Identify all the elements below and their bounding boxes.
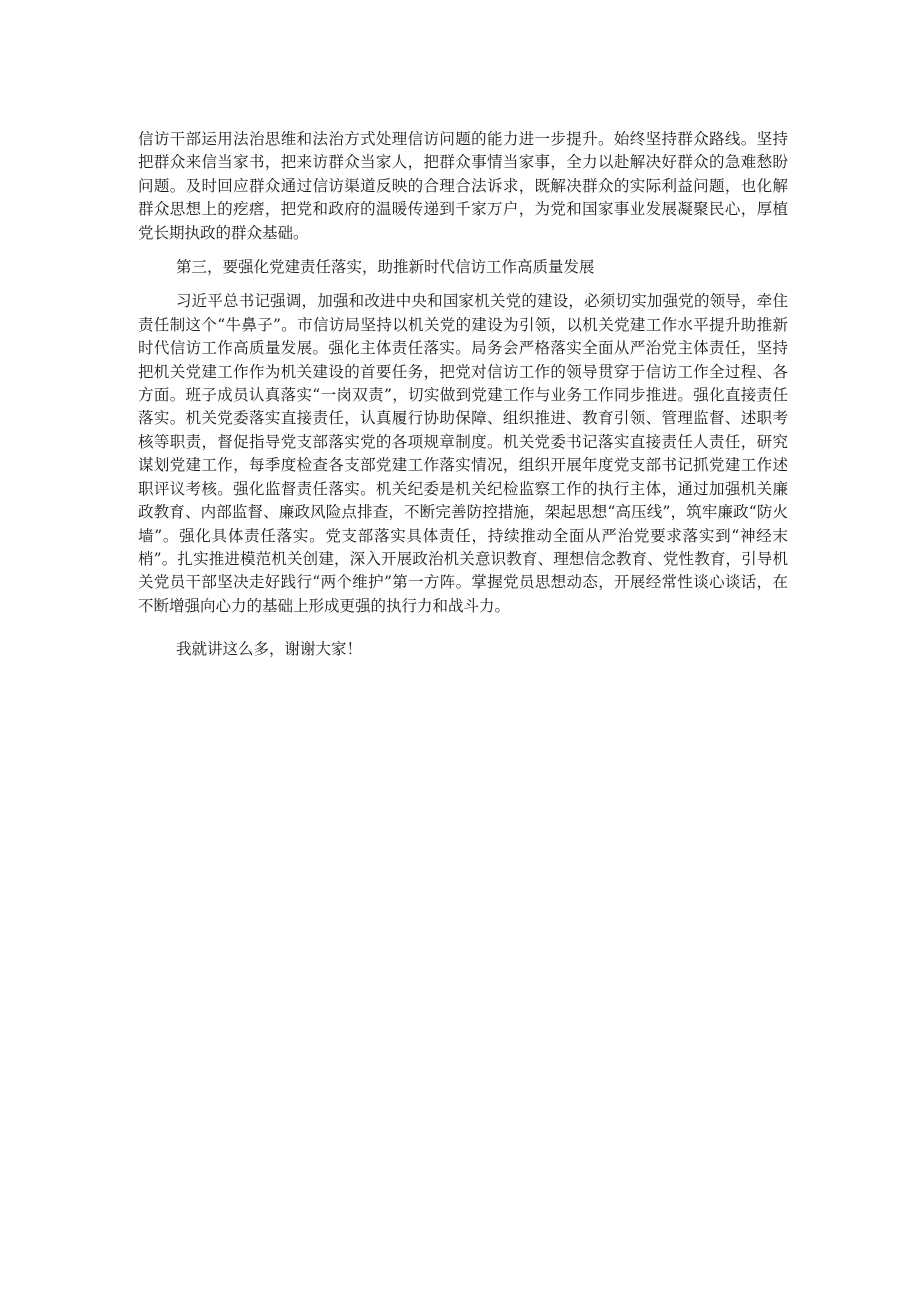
section-heading-third: 第三，要强化党建责任落实，助推新时代信访工作高质量发展 bbox=[175, 258, 595, 277]
paragraph-party-building: 习近平总书记强调，加强和改进中央和国家机关党的建设，必须切实加强党的领导，牵住责任制这个“牛鼻子”。市信访局坚持以机关党的建设为引领，以机关党建工作水平提升助推新时代信访工作高质量发展。强化主体责任落实。局务会严格落实全面从严治党主体责任，坚持把机关党建工作作为机关建设的首要任务，把党对信访工作的领导贯穿于信访工作全过程、各方面。班子成员认真落实“一岗双责”，切实做到党建工作与业务工作同步推进。强化直接责任落实。机关党委落实直接责任，认真履行协助保障、组织推进、教育引领、管理监督、述职考核等职责，督促指导党支部落实党的各项规章制度。机关党委书记落实直接责任人责任，研究谋划党建工作，每季度检查各支部党建工作落实情况，组织开展年度党支部书记抓党建工作述职评议考核。强化监督责任落实。机关纪委是机关纪检监察工作的执行主体，通过加强机关廉政教育、内部监督、廉政风险点排查，不断完善防控措施，架起思想“高压线”，筑牢廉政“防火墙”。强化具体责任落实。党支部落实具体责任，持续推动全面从严治党要求落实到“神经末梢”。扎实推进模范机关创建，深入开展政治机关意识教育、理想信念教育、党性教育，引导机关党员干部坚决走好践行“两个维护”第一方阵。掌握党员思想动态，开展经常性谈心谈话，在不断增强向心力的基础上形成更强的执行力和战斗力。 bbox=[138, 292, 788, 615]
document-body bbox=[138, 128, 788, 662]
paragraph-continuation: 信访干部运用法治思维和法治方式处理信访问题的能力进一步提升。始终坚持群众路线。坚持把群众来信当家书，把来访群众当家人，把群众事情当家事，全力以赴解决好群众的急难愁盼问题。及时回应群众通过信访渠道反映的合理合法诉求，既解决群众的实际利益问题，也化解群众思想上的疙瘩，把党和政府的温暖传递到千家万户，为党和国家事业发展凝聚民心，厚植党长期执政的群众基础。 bbox=[138, 130, 788, 242]
closing-remark: 我就讲这么多，谢谢大家！ bbox=[175, 640, 362, 659]
